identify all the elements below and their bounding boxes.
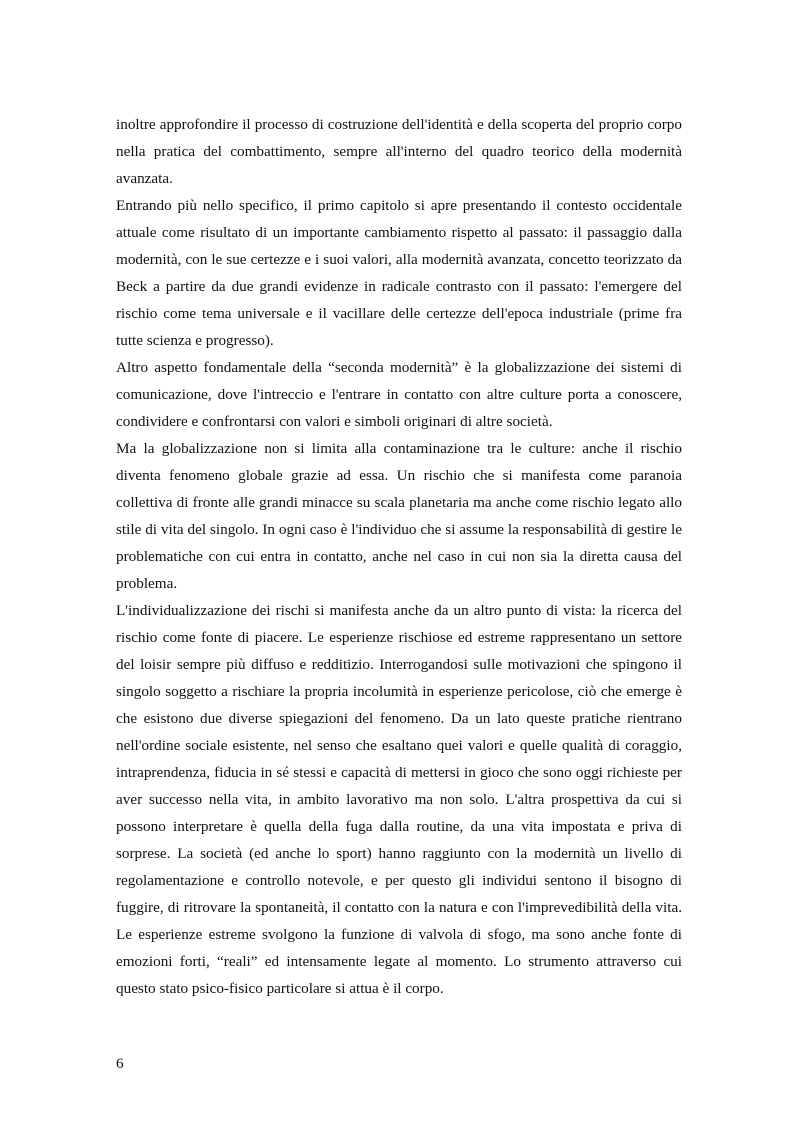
- paragraph-continuation: inoltre approfondire il processo di costruzione dell'identità e della scoperta del proprio corpo nella pratica del combattimento, sempre all'interno del quadro teorico della modernità avanzata.: [116, 116, 682, 187]
- body-text: [116, 111, 682, 1002]
- paragraph-global-risk: Ma la globalizzazione non si limita alla contaminazione tra le culture: anche il rischio diventa fenomeno globale grazie ad essa. Un rischio che si manifesta come paranoia collettiva di fronte alle grandi minacce su scala planetaria ma anche come rischio legato allo stile di vita del singolo. In ogni caso è l'individuo che si assume la responsabilità di gestire le problematiche con cui entra in contatto, anche nel caso in cui non sia la diretta causa del problema.: [116, 440, 682, 592]
- paragraph-globalization: Altro aspetto fondamentale della “seconda modernità” è la globalizzazione dei sistemi di comunicazione, dove l'intreccio e l'entrare in contatto con altre culture porta a conoscere, condividere e confrontarsi con valori e simboli originari di altre società.: [116, 359, 682, 430]
- paragraph-risk-individualization: L'individualizzazione dei rischi si manifesta anche da un altro punto di vista: la ricerca del rischio come fonte di piacere. Le esperienze rischiose ed estreme rappresentano un settore del loisir sempre più diffuso e redditizio. Interrogandosi sulle motivazioni che spingono il singolo soggetto a rischiare la propria incolumità in esperienze pericolose, ciò che emerge è che esistono due diverse spiegazioni del fenomeno. Da un lato queste pratiche rientrano nell'ordine sociale esistente, nel senso che esaltano quei valori e quelle qualità di coraggio, intraprendenza, fiducia in sé stessi e capacità di mettersi in gioco che sono oggi richieste per aver successo nella vita, in ambito lavorativo ma non solo. L'altra prospettiva da cui si possono interpretare è quella della fuga dalla routine, da una vita impostata e priva di sorprese. La società (ed anche lo sport) hanno raggiunto con la modernità un livello di regolamentazione e controllo notevole, e per questo gli individui sentono il bisogno di fuggire, di ritrovare la spontaneità, il contatto con la natura e con l'imprevedibilità della vita. Le esperienze estreme svolgono la funzione di valvola di sfogo, ma sono anche fonte di emozioni forti, “reali” ed intensamente legate al momento. Lo strumento attraverso cui questo stato psico-fisico particolare si attua è il corpo.: [116, 602, 682, 997]
- page-number: 6: [116, 1055, 124, 1072]
- paragraph-first-chapter: Entrando più nello specifico, il primo capitolo si apre presentando il contesto occidentale attuale come risultato di un importante cambiamento rispetto al passato: il passaggio dalla modernità, con le sue certezze e i suoi valori, alla modernità avanzata, concetto teorizzato da Beck a partire da due grandi evidenze in radicale contrasto con il passato: l'emergere del rischio come tema universale e il vacillare delle certezze dell'epoca industriale (prime fra tutte scienza e progresso).: [116, 197, 682, 349]
